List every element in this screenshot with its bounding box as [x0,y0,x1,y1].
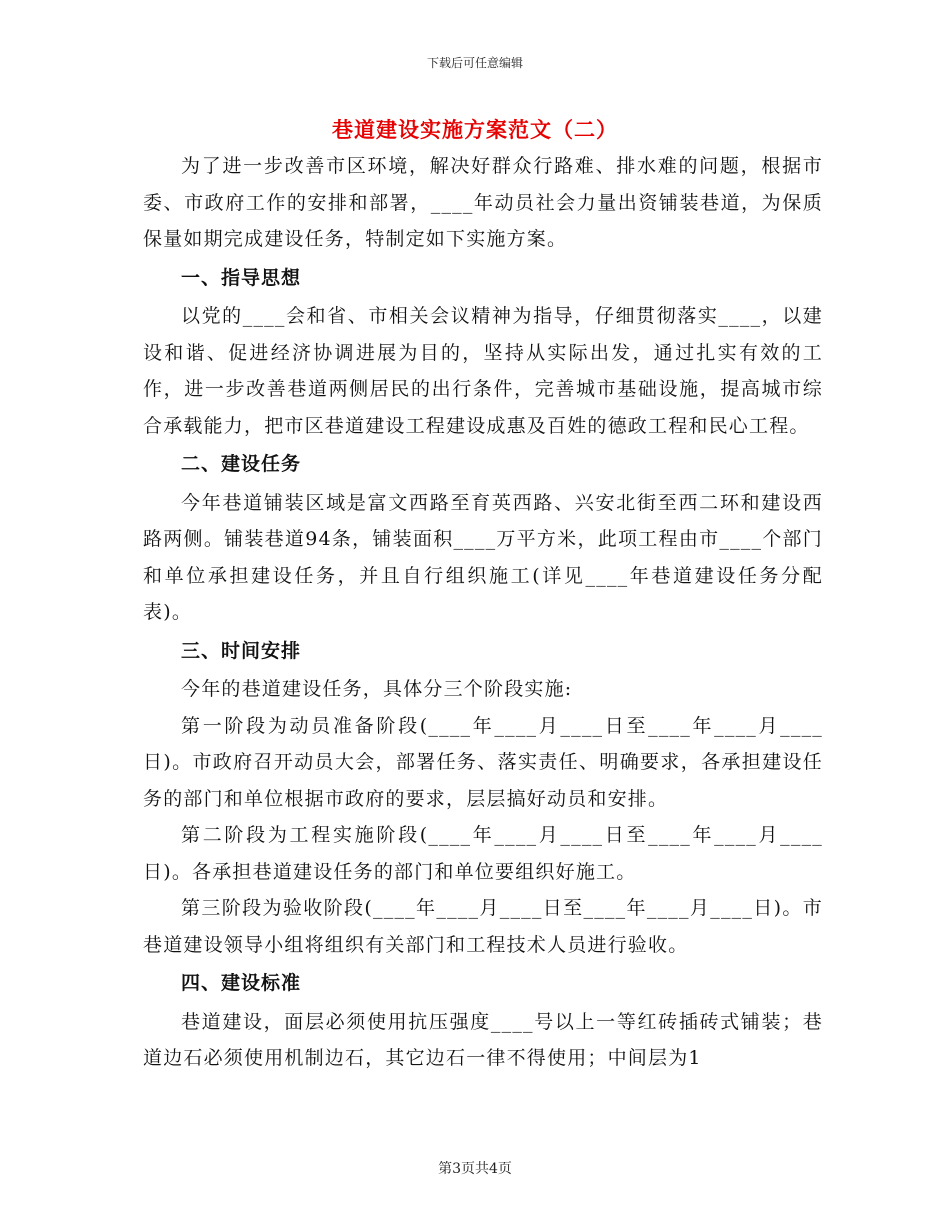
document-body [143,148,823,1077]
paragraph-guiding-ideology: 以党的____会和省、市相关会议精神为指导，仔细贯彻落实____，以建设和谐、促进经济协调进展为目的，坚持从实际出发，通过扎实有效的工作，进一步改善巷道两侧居民的出行条件，完善城市基础设施，提高城市综合承载能力，把市区巷道建设工程建设成惠及百姓的德政工程和民心工程。 [143,305,823,437]
paragraph-stage-one: 第一阶段为动员准备阶段(____年____月____日至____年____月____日)。市政府召开动员大会，部署任务、落实责任、明确要求，各承担建设任务的部门和单位根据市政府的要求，层层搞好动员和安排。 [143,714,823,810]
paragraph-stage-two: 第二阶段为工程实施阶段(____年____月____日至____年____月____日)。各承担巷道建设任务的部门和单位要组织好施工。 [143,824,823,883]
paragraph-construction-tasks: 今年巷道铺装区域是富文西路至育英西路、兴安北街至西二环和建设西路两侧。铺装巷道94条，铺装面积____万平方米，此项工程由市____个部门和单位承担建设任务，并且自行组织施工(详见____年巷道建设任务分配表)。 [143,491,823,623]
paragraph-standards: 巷道建设，面层必须使用抗压强度____号以上一等红砖插砖式铺装；巷道边石必须使用机制边石，其它边石一律不得使用；中间层为1 [143,1010,823,1069]
page-number: 第3页共4页 [438,1161,512,1177]
section-heading-construction-tasks: 二、建设任务 [181,453,302,475]
paragraph-stage-three: 第三阶段为验收阶段(____年____月____日至____年____月____日)。市巷道建设领导小组将组织有关部门和工程技术人员进行验收。 [143,897,823,956]
section-heading-schedule: 三、时间安排 [181,639,302,662]
header-note: 下载后可任意编辑 [426,56,523,70]
section-heading-standards: 四、建设标准 [181,972,302,994]
document-title: 巷道建设实施方案范文（二） [332,117,618,142]
paragraph-schedule-intro: 今年的巷道建设任务，具体分三个阶段实施: [181,678,573,700]
intro-paragraph: 为了进一步改善市区环境，解决好群众行路难、排水难的问题，根据市委、市政府工作的安排和部署，____年动员社会力量出资铺装巷道，为保质保量如期完成建设任务，特制定如下实施方案。 [143,155,823,250]
section-heading-guiding-ideology: 一、指导思想 [181,266,302,289]
